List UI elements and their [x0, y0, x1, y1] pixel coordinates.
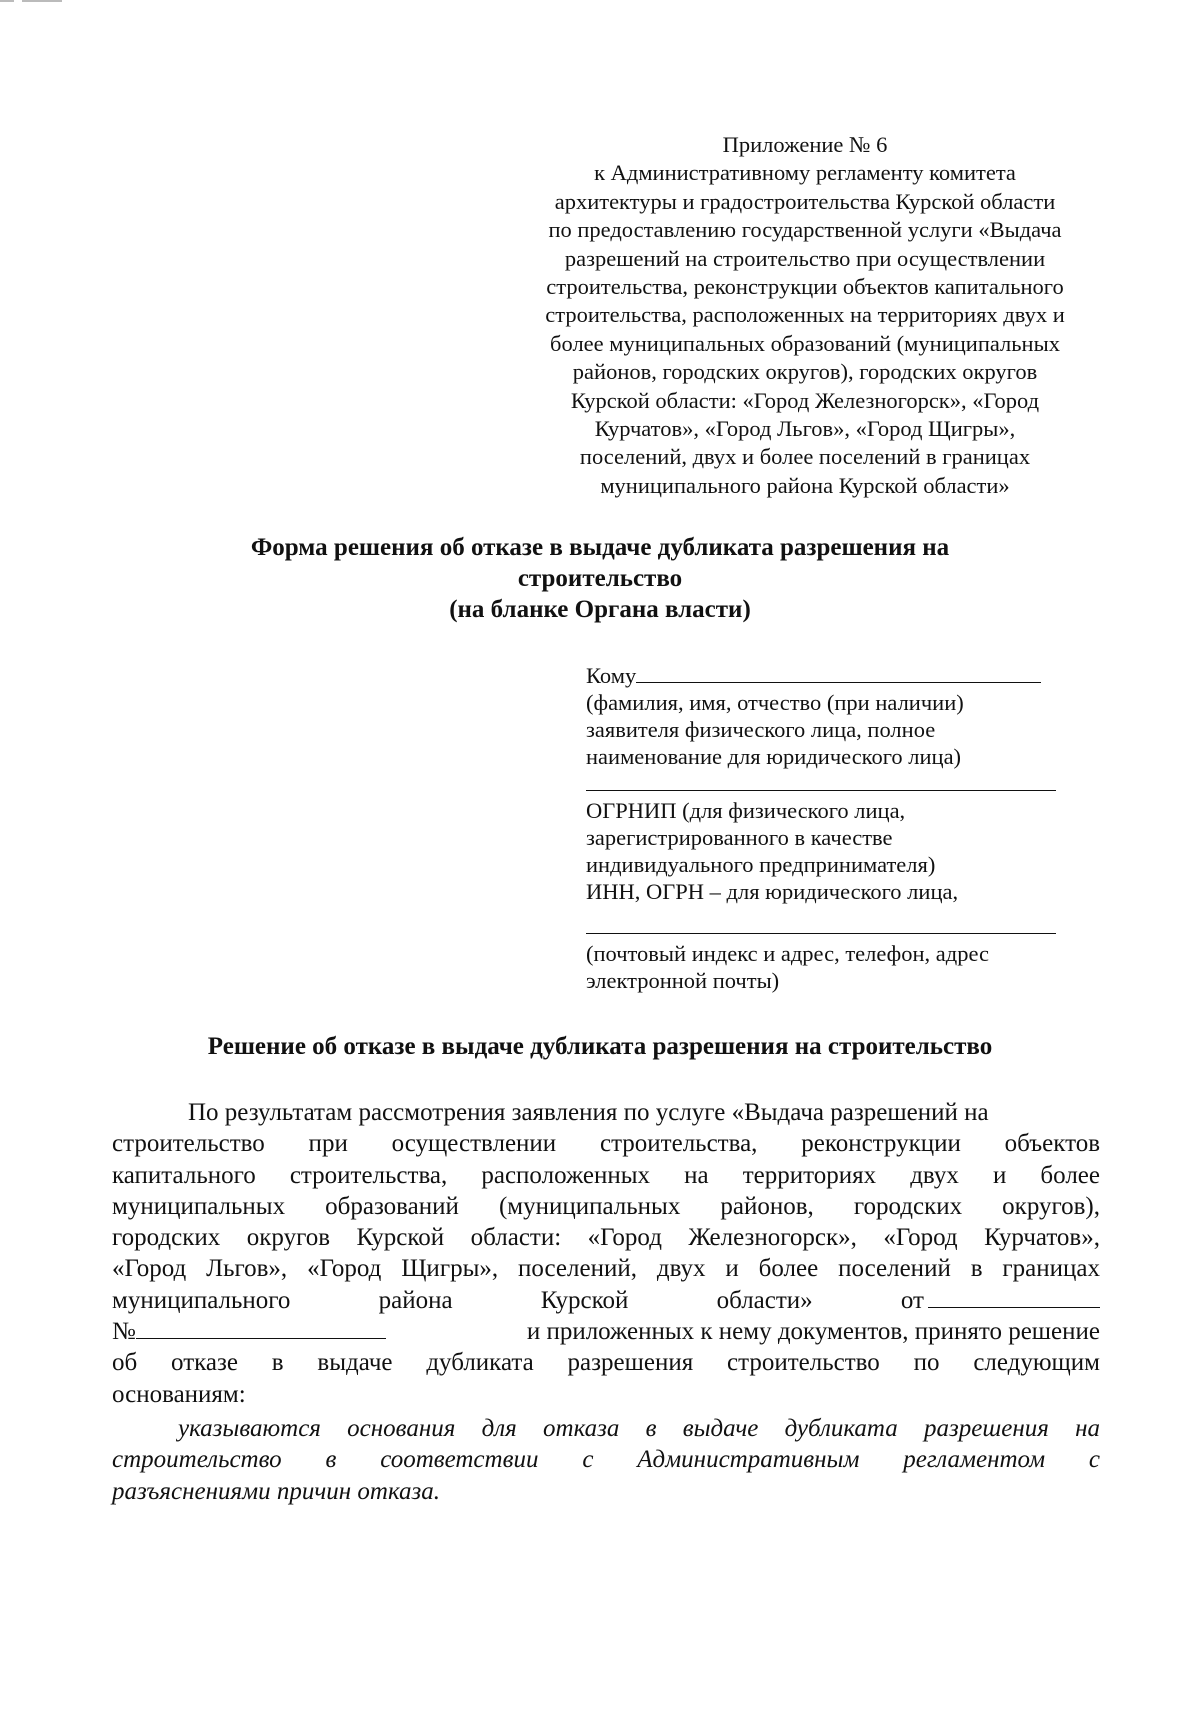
body-word: района [378, 1286, 453, 1314]
appendix-line: Курчатов», «Город Льгов», «Город Щигры», [594, 416, 1016, 442]
recipient-hint-line: (фамилия, имя, отчество (при наличии) [586, 690, 964, 715]
appendix-line: районов, городских округов), городских округов [572, 359, 1038, 385]
body-line-application-number [112, 1316, 1100, 1347]
recipient-to-label: Кому [586, 663, 637, 688]
body-line: основаниям: [112, 1380, 246, 1408]
decision-title: Решение об отказе в выдаче дубликата разрешения на строительство [207, 1033, 993, 1060]
appendix-line: Приложение № 6 [722, 132, 888, 157]
body-line: «Город Льгов», «Город Щигры», поселений, двух и более поселений в границах [112, 1255, 1100, 1283]
recipient-address-field[interactable] [586, 919, 1056, 934]
italic-line: разъяснениями причин отказа. [112, 1477, 441, 1505]
appendix-line: к Административному регламенту комитета [594, 160, 1016, 186]
recipient-hint-line: электронной почты) [586, 968, 780, 993]
application-number-group [112, 1316, 386, 1347]
body-text-segment: и приложенных к нему документов, принято решение [526, 1318, 1100, 1346]
recipient-ids-field[interactable] [586, 770, 1056, 791]
italic-line: строительство в соответствии с Административным регламентом с [112, 1446, 1100, 1474]
form-title [150, 532, 1050, 625]
recipient-to-row [586, 662, 1056, 689]
form-title-line: Форма решения об отказе в выдаче дубликата разрешения на [250, 534, 950, 561]
from-label: от [900, 1286, 924, 1314]
number-sign: № [112, 1318, 136, 1346]
body-line: муниципальных образований (муниципальных районов, городских округов), [112, 1192, 1100, 1220]
body-line: городских округов Курской области: «Город Железногорск», «Город Курчатов», [112, 1224, 1100, 1252]
appendix-line: строительства, расположенных на территориях двух и [545, 302, 1065, 328]
body-word: Курской [540, 1286, 629, 1314]
application-date-field[interactable] [928, 1285, 1100, 1308]
recipient-hint-line: наименование для юридического лица) [586, 744, 962, 769]
body-line: По результатам рассмотрения заявления по услуге «Выдача разрешений на [188, 1099, 989, 1126]
form-title-line: строительство [517, 565, 683, 592]
application-date-group [901, 1285, 1100, 1316]
recipient-hint-line: заявителя физического лица, полное [586, 717, 936, 742]
recipient-hint-line: ОГРНИП (для физического лица, [586, 798, 906, 823]
appendix-line: строительства, реконструкции объектов капитального [546, 274, 1064, 300]
appendix-line: по предоставлению государственной услуги «Выдача [548, 217, 1062, 243]
application-number-field[interactable] [136, 1316, 386, 1339]
body-word: муниципального [112, 1286, 291, 1314]
body-line: строительство при осуществлении строительства, реконструкции объектов [112, 1130, 1100, 1158]
appendix-line: более муниципальных образований (муниципальных [550, 330, 1060, 356]
recipient-name-field[interactable] [636, 664, 1041, 683]
appendix-line: архитектуры и градостроительства Курской области [554, 188, 1056, 214]
recipient-hint-line: зарегистрированного в качестве [586, 825, 893, 850]
recipient-hint-line: (почтовый индекс и адрес, телефон, адрес [586, 941, 989, 966]
scan-mark [0, 0, 90, 4]
appendix-line: разрешений на строительство при осуществлении [564, 245, 1046, 271]
recipient-hint-line: индивидуального предпринимателя) [586, 852, 936, 877]
appendix-line: муниципального района Курской области» [600, 472, 1010, 498]
recipient-block [586, 662, 1056, 994]
body-line: об отказе в выдаче дубликата разрешения строительство по следующим [112, 1349, 1100, 1377]
appendix-line: поселений, двух и более поселений в границах [579, 444, 1031, 470]
body-word: области» [716, 1286, 813, 1314]
recipient-hint-line: ИНН, ОГРН – для юридического лица, [586, 879, 959, 904]
appendix-header [515, 131, 1095, 500]
body-line-application-from [112, 1285, 1100, 1316]
refusal-grounds-instruction [112, 1413, 1100, 1507]
italic-line: указываются основания для отказа в выдаче дубликата разрешения на [178, 1414, 1100, 1442]
form-title-line: (на бланке Органа власти) [449, 596, 751, 623]
decision-body [112, 1097, 1100, 1507]
body-line: капитального строительства, расположенных на территориях двух и более [112, 1161, 1100, 1189]
appendix-line: Курской области: «Город Железногорск», «Город [570, 387, 1040, 413]
